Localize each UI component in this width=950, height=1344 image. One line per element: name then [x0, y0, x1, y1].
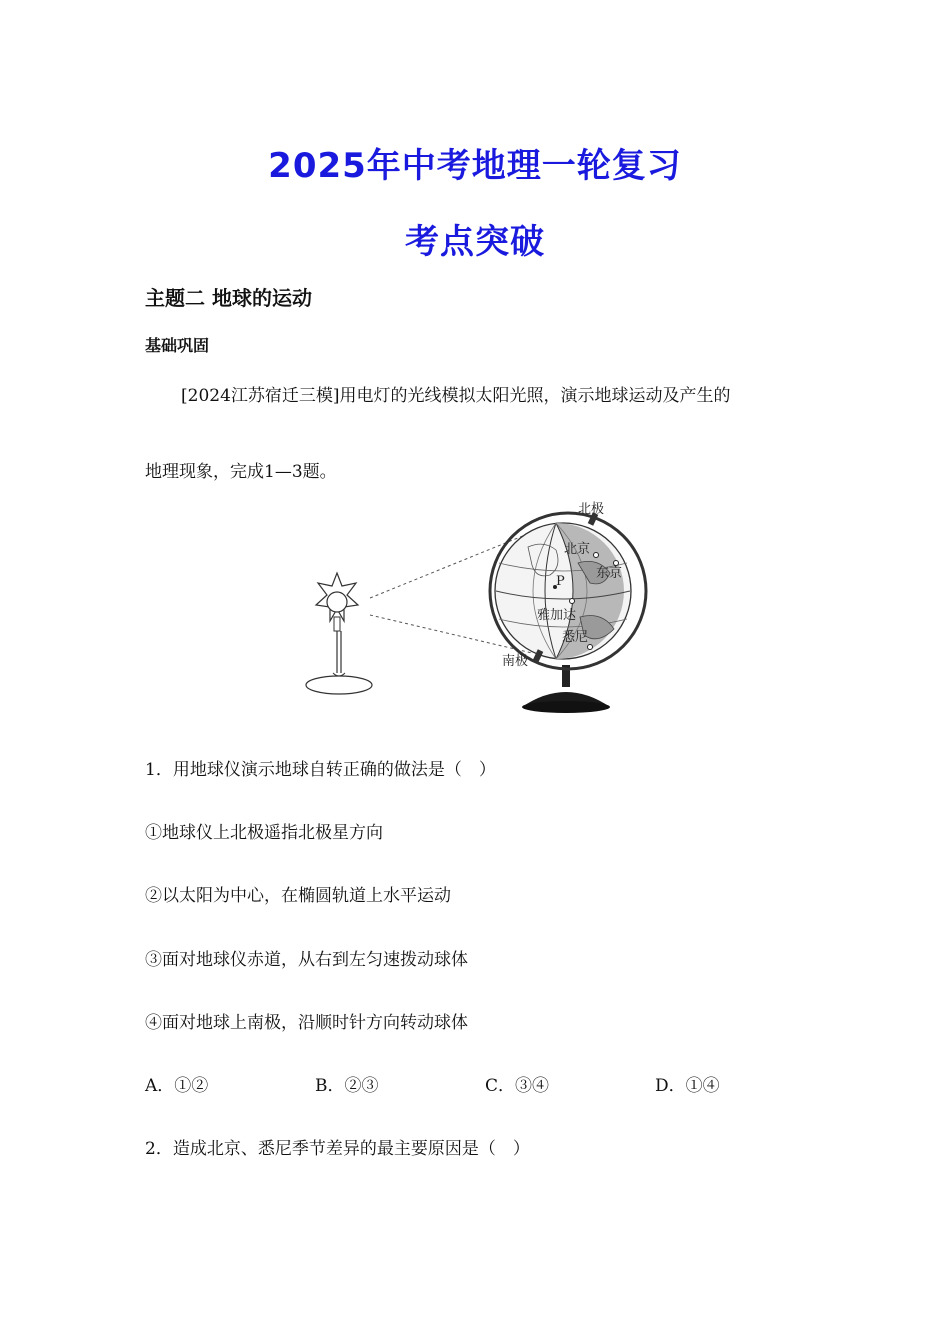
question-1-statement-2: ②以太阳为中心，在椭圆轨道上水平运动 [145, 886, 451, 906]
question-1-stem: 1．用地球仪演示地球自转正确的做法是（ ） [145, 760, 496, 780]
document-subtitle: 考点突破 [405, 222, 545, 262]
question-1-statement-4: ④面对地球上南极，沿顺时针方向转动球体 [145, 1013, 468, 1033]
label-jakarta: 雅加达 [537, 608, 577, 623]
globe-lamp-figure [300, 495, 660, 720]
question-1-option-c: C．③④ [485, 1076, 550, 1096]
globe-stand [522, 665, 610, 713]
question-1-statement-3: ③面对地球仪赤道，从右到左匀速拨动球体 [145, 950, 468, 970]
label-south-pole: 南极 [502, 654, 529, 669]
label-beijing: 北京 [564, 542, 591, 557]
label-north-pole: 北极 [578, 502, 605, 517]
question-1-option-a: A．①② [145, 1076, 209, 1096]
intro-line-2: 地理现象，完成1—3题。 [145, 462, 337, 482]
question-2-stem: 2．造成北京、悉尼季节差异的最主要原因是（ ） [145, 1139, 530, 1159]
label-point-p: P [556, 574, 565, 589]
question-1-statement-1: ①地球仪上北极遥指北极星方向 [145, 823, 383, 843]
label-tokyo: 东京 [596, 566, 623, 581]
topic-heading: 主题二 地球的运动 [145, 286, 312, 310]
lamp-illustration [306, 573, 372, 694]
section-heading: 基础巩固 [145, 336, 210, 355]
question-1-option-d: D．①④ [655, 1076, 720, 1096]
document-title: 2025年中考地理一轮复习 [268, 146, 682, 186]
intro-line-1: [2024江苏宿迁三模]用电灯的光线模拟太阳光照，演示地球运动及产生的 [181, 386, 731, 406]
question-1-option-b: B．②③ [315, 1076, 379, 1096]
label-sydney: 悉尼 [562, 630, 589, 645]
